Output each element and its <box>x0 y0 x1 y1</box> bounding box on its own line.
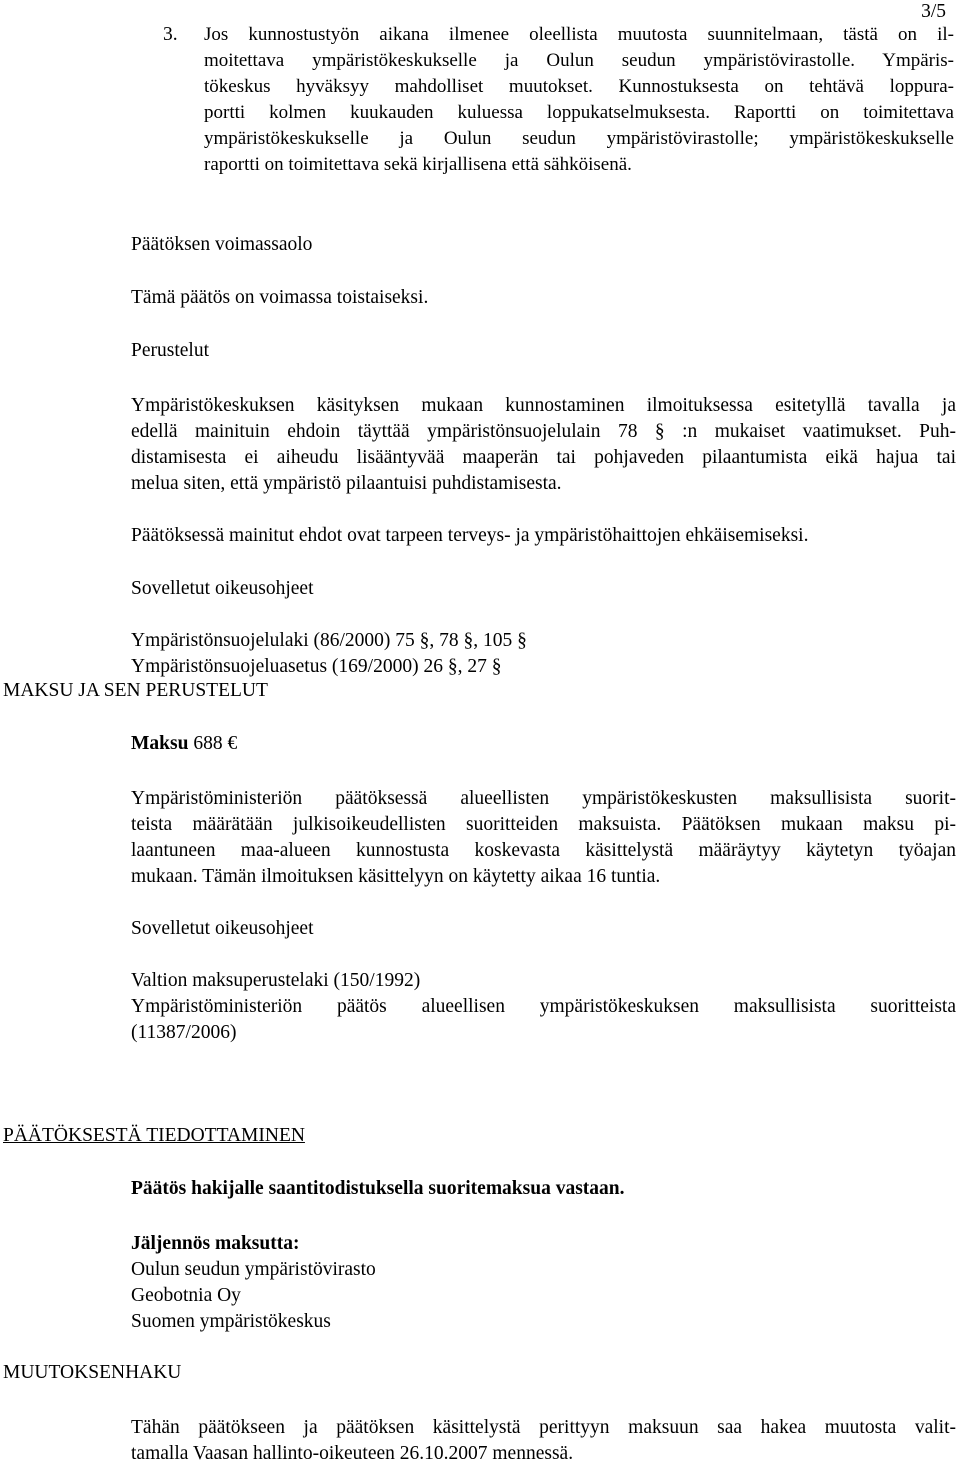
recipient: Geobotnia Oy <box>131 1285 241 1306</box>
section-heading-fee: MAKSU JA SEN PERUSTELUT <box>3 680 268 701</box>
text-line: tamalla Vaasan hallinto-oikeuteen 26.10.2007 mennessä. <box>131 1443 574 1464</box>
text-line: mukaan. Tämän ilmoituksen käsittelyyn on käytetty aikaa 16 tuntia. <box>131 866 661 887</box>
copy-heading: Jäljennös maksutta: <box>131 1233 300 1254</box>
section-heading-notification: PÄÄTÖKSESTÄ TIEDOTTAMINEN <box>3 1125 305 1146</box>
section-heading-applied-law: Sovelletut oikeusohjeet <box>131 578 314 599</box>
decision-delivery: Päätös hakijalle saantitodistuksella suoritemaksua vastaan. <box>131 1178 625 1199</box>
validity-text: Tämä päätös on voimassa toistaiseksi. <box>131 287 429 308</box>
section-heading-validity: Päätöksen voimassaolo <box>131 234 313 255</box>
text-line: moitettava ympäristökeskukselle ja Oulun seudun ympäristövirastolle. Ympäris- <box>204 50 954 71</box>
copy-recipients <box>131 1231 376 1335</box>
text-line: laantuneen maa-alueen kunnostusta koskevasta käsittelystä määräytyy käytetyn työajan <box>131 840 956 861</box>
list-item-3 <box>204 22 954 178</box>
text-line: ympäristökeskukselle ja Oulun seudun ympäristövirastolle; ympäristökeskukselle <box>204 128 954 149</box>
text-line: tökeskus hyväksyy mahdolliset muutokset. Kunnostuksesta on tehtävä loppura- <box>204 76 954 97</box>
law-reference: Ympäristönsuojelulaki (86/2000) 75 §, 78 §, 105 § <box>131 630 527 651</box>
fee-paragraph <box>131 786 956 890</box>
text-line: teista määrätään julkisoikeudellisten suoritteiden maksuista. Päätöksen mukaan maksu pi- <box>131 814 956 835</box>
appeal-paragraph <box>131 1415 956 1467</box>
recipient: Oulun seudun ympäristövirasto <box>131 1259 376 1280</box>
law-reference: Ympäristönsuojeluasetus (169/2000) 26 §, 27 § <box>131 656 502 677</box>
text-line: Jos kunnostustyön aikana ilmenee oleellista muutosta suunnitelmaan, tästä on il- <box>204 24 954 45</box>
applied-law-list <box>131 628 527 680</box>
text-line: Ympäristöministeriön päätöksessä alueellisten ympäristökeskusten maksullisista suorit- <box>131 788 956 809</box>
law-reference: Ympäristöministeriön päätös alueellisen ympäristökeskuksen maksullisista suoritteista <box>131 996 956 1017</box>
justification-paragraph <box>131 393 956 497</box>
fee-label: Maksu <box>131 733 189 754</box>
text-line: melua siten, että ympäristö pilaantuisi puhdistamisesta. <box>131 473 562 494</box>
fee-amount <box>131 733 237 755</box>
text-line: Tähän päätökseen ja päätöksen käsittelystä perittyyn maksuun saa hakea muutosta valit- <box>131 1417 956 1438</box>
applied-law-list-2 <box>131 968 956 1046</box>
section-heading-appeal: MUUTOKSENHAKU <box>3 1362 182 1383</box>
justification-text-2: Päätöksessä mainitut ehdot ovat tarpeen terveys- ja ympäristöhaittojen ehkäisemiseksi. <box>131 525 809 546</box>
recipient: Suomen ympäristökeskus <box>131 1311 331 1332</box>
page-number: 3/5 <box>921 1 946 22</box>
fee-value: 688 € <box>193 733 238 754</box>
text-line: distamisesta ei aiheudu lisääntyvää maaperän tai pohjaveden pilaantumista eikä hajua tai <box>131 447 956 468</box>
text-line: raportti on toimitettava sekä kirjallisena että sähköisenä. <box>204 154 632 175</box>
section-heading-justification: Perustelut <box>131 340 209 361</box>
law-reference: Valtion maksuperustelaki (150/1992) <box>131 970 421 991</box>
list-item-number: 3. <box>163 24 178 45</box>
text-line: Ympäristökeskuksen käsityksen mukaan kunnostaminen ilmoituksessa esitetyllä tavalla ja <box>131 395 956 416</box>
text-line: edellä mainituin ehdoin täyttää ympäristönsuojelulain 78 § :n mukaiset vaatimukset. Puh- <box>131 421 956 442</box>
section-heading-applied-law-2: Sovelletut oikeusohjeet <box>131 918 314 939</box>
text-line: portti kolmen kuukauden kuluessa loppukatselmuksesta. Raportti on toimitettava <box>204 102 954 123</box>
law-reference: (11387/2006) <box>131 1022 237 1043</box>
